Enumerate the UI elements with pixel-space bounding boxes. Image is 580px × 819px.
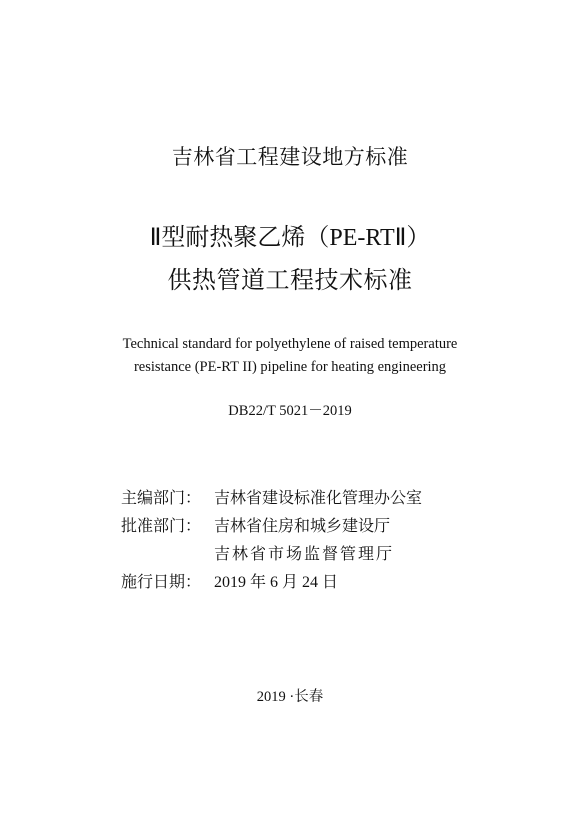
effective-date-row xyxy=(0,572,580,594)
approver-row-continued xyxy=(0,544,580,566)
effective-date-label: 施行日期： xyxy=(121,574,202,591)
effective-date-value: 2019 年 6 月 24 日 xyxy=(214,574,339,591)
english-title-line-2: resistance (PE-RT II) pipeline for heating engineering xyxy=(133,359,447,375)
approver-value-2: 吉林省市场监督管理厅 xyxy=(214,546,395,563)
editor-value: 吉林省建设标准化管理办公室 xyxy=(214,490,423,507)
approver-label: 批准部门： xyxy=(121,518,202,535)
editor-row xyxy=(0,488,580,510)
english-title-line-1: Technical standard for polyethylene of raised temperature xyxy=(122,336,458,352)
editor-label: 主编部门： xyxy=(121,490,202,507)
approver-value-1: 吉林省住房和城乡建设厅 xyxy=(214,518,391,535)
document-title-line-1: Ⅱ型耐热聚乙烯（PE-RTⅡ） xyxy=(149,225,431,251)
approver-row xyxy=(0,516,580,538)
document-title-line-2: 供热管道工程技术标准 xyxy=(167,268,413,294)
standard-series-heading: 吉林省工程建设地方标准 xyxy=(171,145,409,169)
publication-year-place: 2019 ·长春 xyxy=(256,689,324,705)
standard-code: DB22/T 5021－2019 xyxy=(228,403,352,419)
